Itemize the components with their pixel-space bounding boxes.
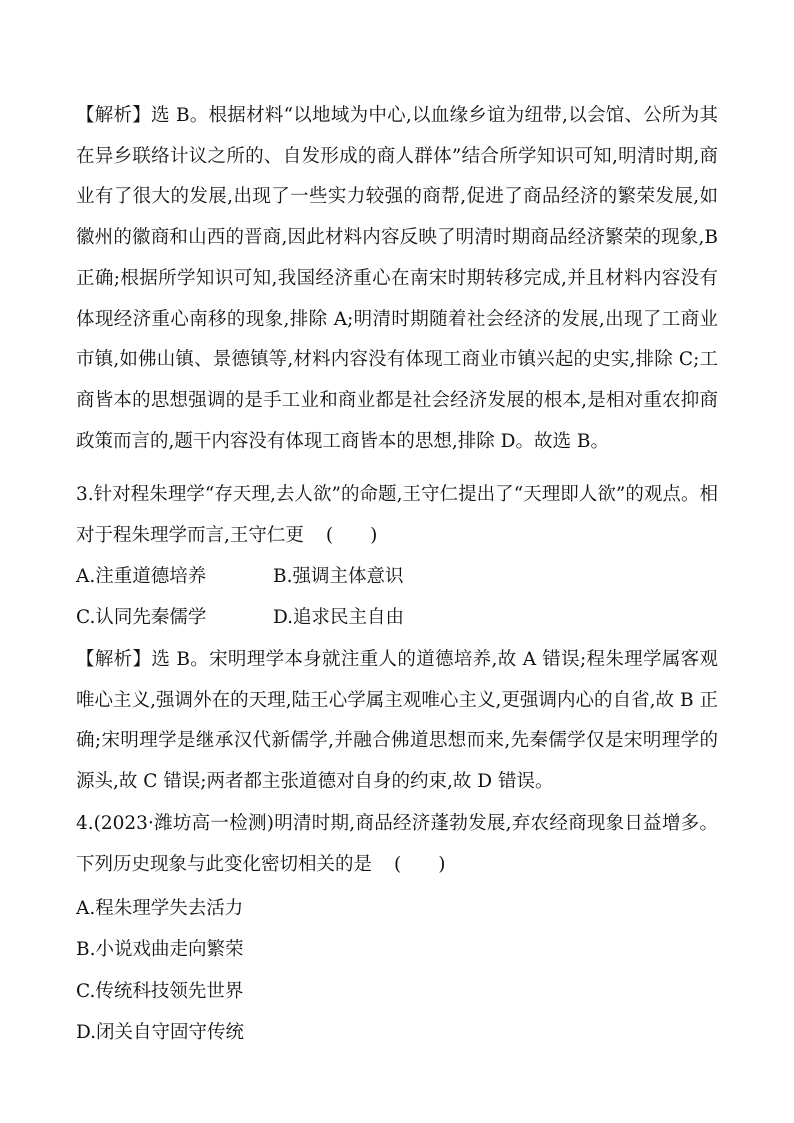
question-4-options: [76, 888, 718, 1053]
option-d: D.闭关自守固守传统: [76, 1021, 245, 1043]
option-d: D.追求民主自由: [273, 607, 405, 629]
analysis-paragraph-1: [76, 96, 718, 462]
option-b: B.强调主体意识: [273, 566, 404, 588]
option-a: A.注重道德培养: [76, 566, 207, 588]
answer-parentheses: ( ): [394, 853, 446, 875]
question-4-stem: [76, 804, 718, 885]
analysis-text: 选 B。根据材料“以地域为中心,以血缘乡谊为纽带,以会馆、公所为其在异乡联络计议之所的、自发形成的商人群体”结合所学知识可知,明清时期,商业有了很大的发展,出现了一些实力较强的商帮,促进了商品经济的繁荣发展,如徽州的徽商和山西的晋商,因此材料内容反映了明清时期商品经济繁荣的现象,B 正确;根据所学知识可知,我国经济重心在南宋时期转移完成,并且材料内容没有体现经济重心南移的现象,排除 A;明清时期随着社会经济的发展,出现了工商业市镇,如佛山镇、景德镇等,材料内容没有体现工商业市镇兴起的史实,排除 C;工商皆本的思想强调的是手工业和商业都是社会经济发展的根本,是相对重农抑商政策而言的,题干内容没有体现工商皆本的思想,排除 D。故选 B。: [76, 105, 718, 452]
answer-parentheses: ( ): [325, 524, 378, 546]
analysis-tag: 【解析】: [76, 105, 152, 126]
analysis-text: 选 B。宋明理学本身就注重人的道德培养,故 A 错误;程朱理学属客观唯心主义,强调外在的天理,陆王心学属主观唯心主义,更强调内心的自省,故 B 正确;宋明理学是继承汉代新儒学,并融合佛道思想而来,先秦儒学仅是宋明理学的源头,故 C 错误;两者都主张道德对自身的约束,故 D 错误。: [76, 649, 718, 793]
option-c: C.认同先秦儒学: [76, 607, 207, 629]
question-3-options: [76, 557, 718, 639]
option-c: C.传统科技领先世界: [76, 980, 244, 1002]
analysis-paragraph-2: [76, 640, 718, 803]
question-4-text: 4.(2023·潍坊高一检测)明清时期,商品经济蓬勃发展,弃农经商现象日益增多。下列历史现象与此变化密切相关的是: [76, 813, 718, 875]
question-3-text: 3.针对程朱理学“存天理,去人欲”的命题,王守仁提出了“天理即人欲”的观点。相对于程朱理学而言,王守仁更: [76, 484, 718, 546]
option-b: B.小说戏曲走向繁荣: [76, 939, 244, 961]
analysis-tag: 【解析】: [76, 649, 152, 670]
option-a: A.程朱理学失去活力: [76, 898, 244, 919]
question-3-stem: [76, 475, 718, 556]
options-row-1: [76, 557, 718, 598]
options-row-2: [76, 598, 718, 639]
